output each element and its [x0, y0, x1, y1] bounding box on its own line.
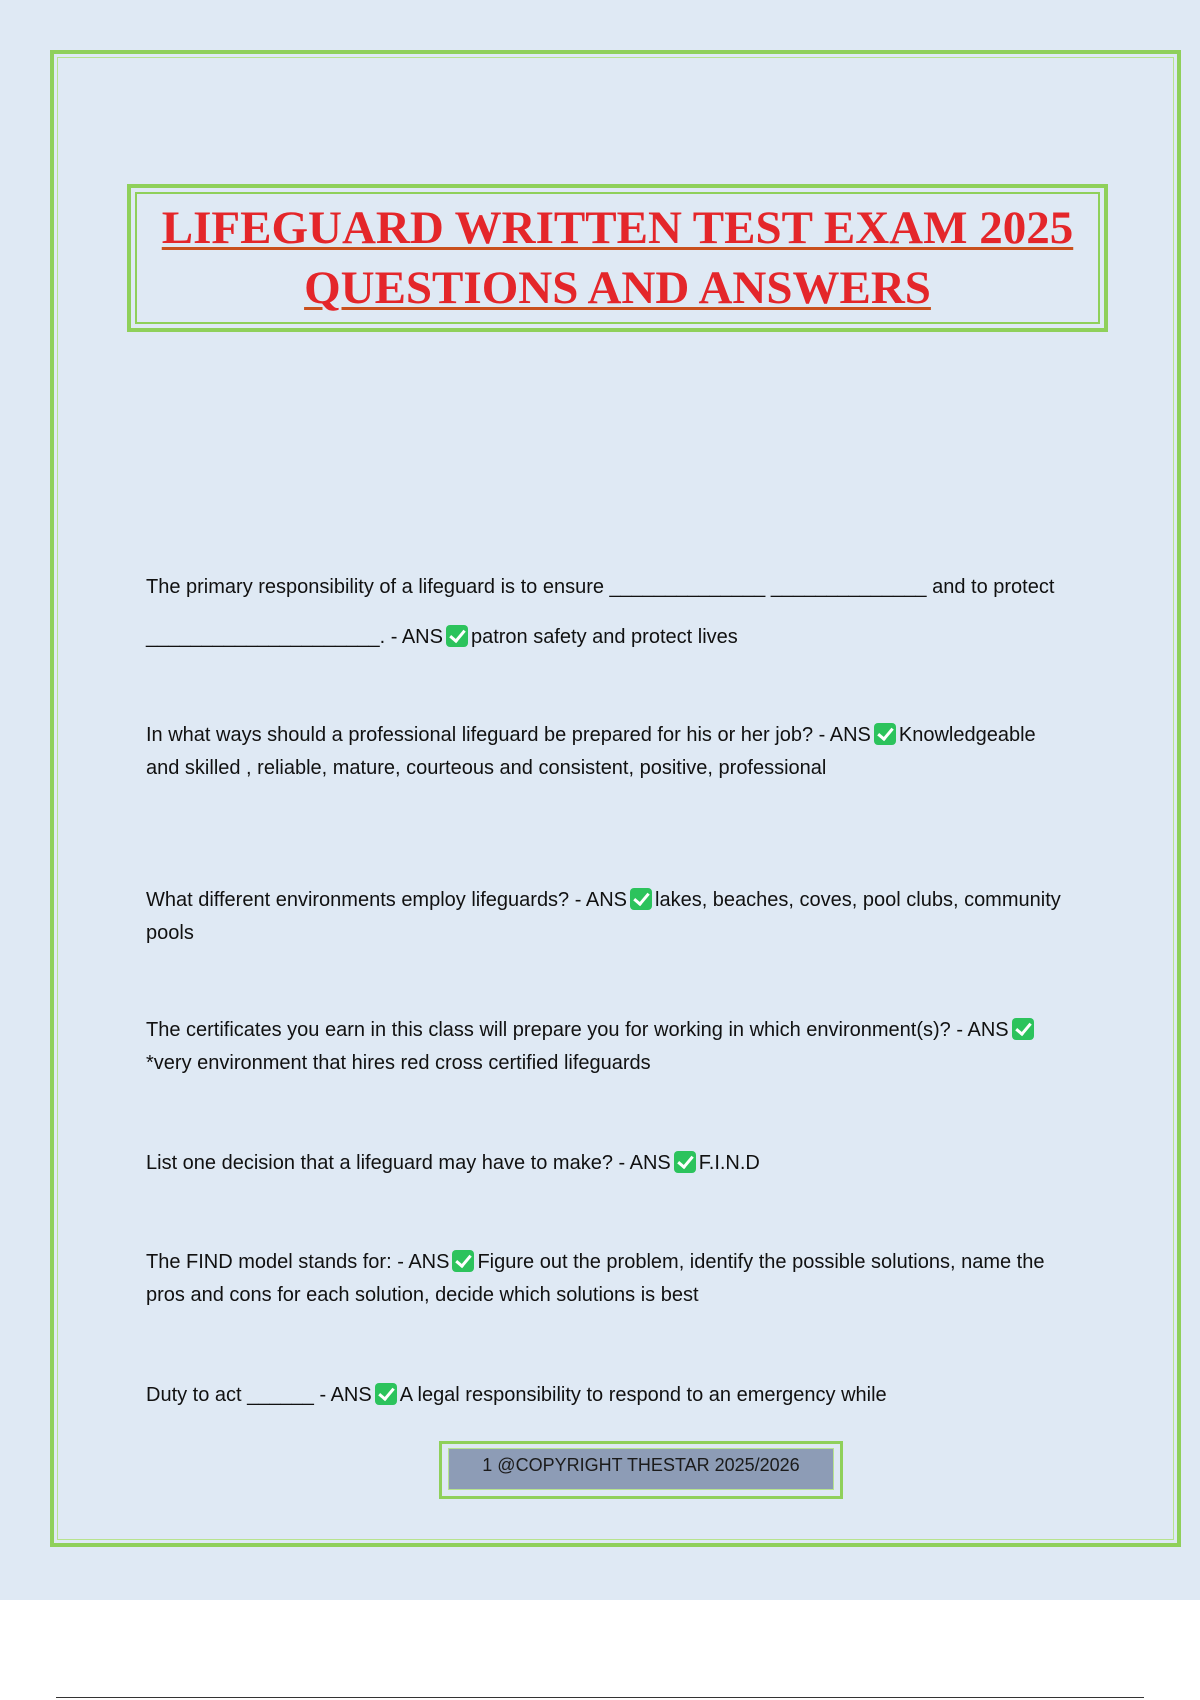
- answer-text: lakes, beaches, coves, pool clubs, community pools: [146, 889, 1061, 944]
- answer-text: patron safety and protect lives: [470, 626, 738, 648]
- qa-item-3: [146, 884, 1066, 950]
- answer-text: F.I.N.D: [698, 1152, 760, 1174]
- check-box-icon: [874, 723, 896, 745]
- answer-text: Knowledgeable and skilled , reliable, mature, courteous and consistent, positive, professional: [146, 724, 1036, 779]
- check-box-icon: [375, 1383, 397, 1405]
- copyright-text: 1 @COPYRIGHT THESTAR 2025/2026: [448, 1448, 834, 1490]
- question-text: The certificates you earn in this class will prepare you for working in which environment(s)?: [146, 1019, 951, 1041]
- check-box-icon: [446, 625, 468, 647]
- question-text: The FIND model stands for:: [146, 1251, 392, 1273]
- check-box-icon: [1012, 1018, 1034, 1040]
- qa-item-1: [146, 562, 1066, 662]
- title-box: [127, 184, 1108, 332]
- answer-text: A legal responsibility to respond to an emergency while: [399, 1384, 887, 1406]
- ans-marker: - ANS: [574, 889, 627, 911]
- check-box-icon: [674, 1151, 696, 1173]
- qa-item-7: [146, 1379, 1066, 1412]
- qa-item-5: [146, 1147, 1066, 1180]
- ans-marker: - ANS: [390, 626, 443, 648]
- document-title: [131, 198, 1104, 318]
- qa-item-4: [146, 1014, 1066, 1080]
- question-text: In what ways should a professional lifeguard be prepared for his or her job?: [146, 724, 814, 746]
- check-box-icon: [630, 888, 652, 910]
- title-line-1: LIFEGUARD WRITTEN TEST EXAM 2025: [161, 202, 1074, 254]
- question-text: What different environments employ lifeguards?: [146, 889, 570, 911]
- ans-marker: - ANS: [319, 1384, 372, 1406]
- bottom-divider: [56, 1697, 1144, 1698]
- ans-marker: - ANS: [618, 1152, 671, 1174]
- ans-marker: - ANS: [397, 1251, 450, 1273]
- question-text: Duty to act ______: [146, 1384, 314, 1406]
- question-text: List one decision that a lifeguard may have to make?: [146, 1152, 613, 1174]
- question-text: The primary responsibility of a lifeguard is to ensure ______________ ______________ and to protect _____________________.: [146, 576, 1055, 648]
- ans-marker: - ANS: [956, 1019, 1009, 1041]
- qa-item-2: [146, 719, 1066, 785]
- title-line-2: QUESTIONS AND ANSWERS: [304, 262, 931, 314]
- check-box-icon: [452, 1250, 474, 1272]
- answer-text: Figure out the problem, identify the possible solutions, name the pros and cons for each solution, decide which solutions is best: [146, 1251, 1045, 1306]
- copyright-footer: [439, 1441, 843, 1499]
- ans-marker: - ANS: [818, 724, 871, 746]
- qa-item-6: [146, 1246, 1066, 1312]
- answer-text: *very environment that hires red cross certified lifeguards: [146, 1052, 651, 1074]
